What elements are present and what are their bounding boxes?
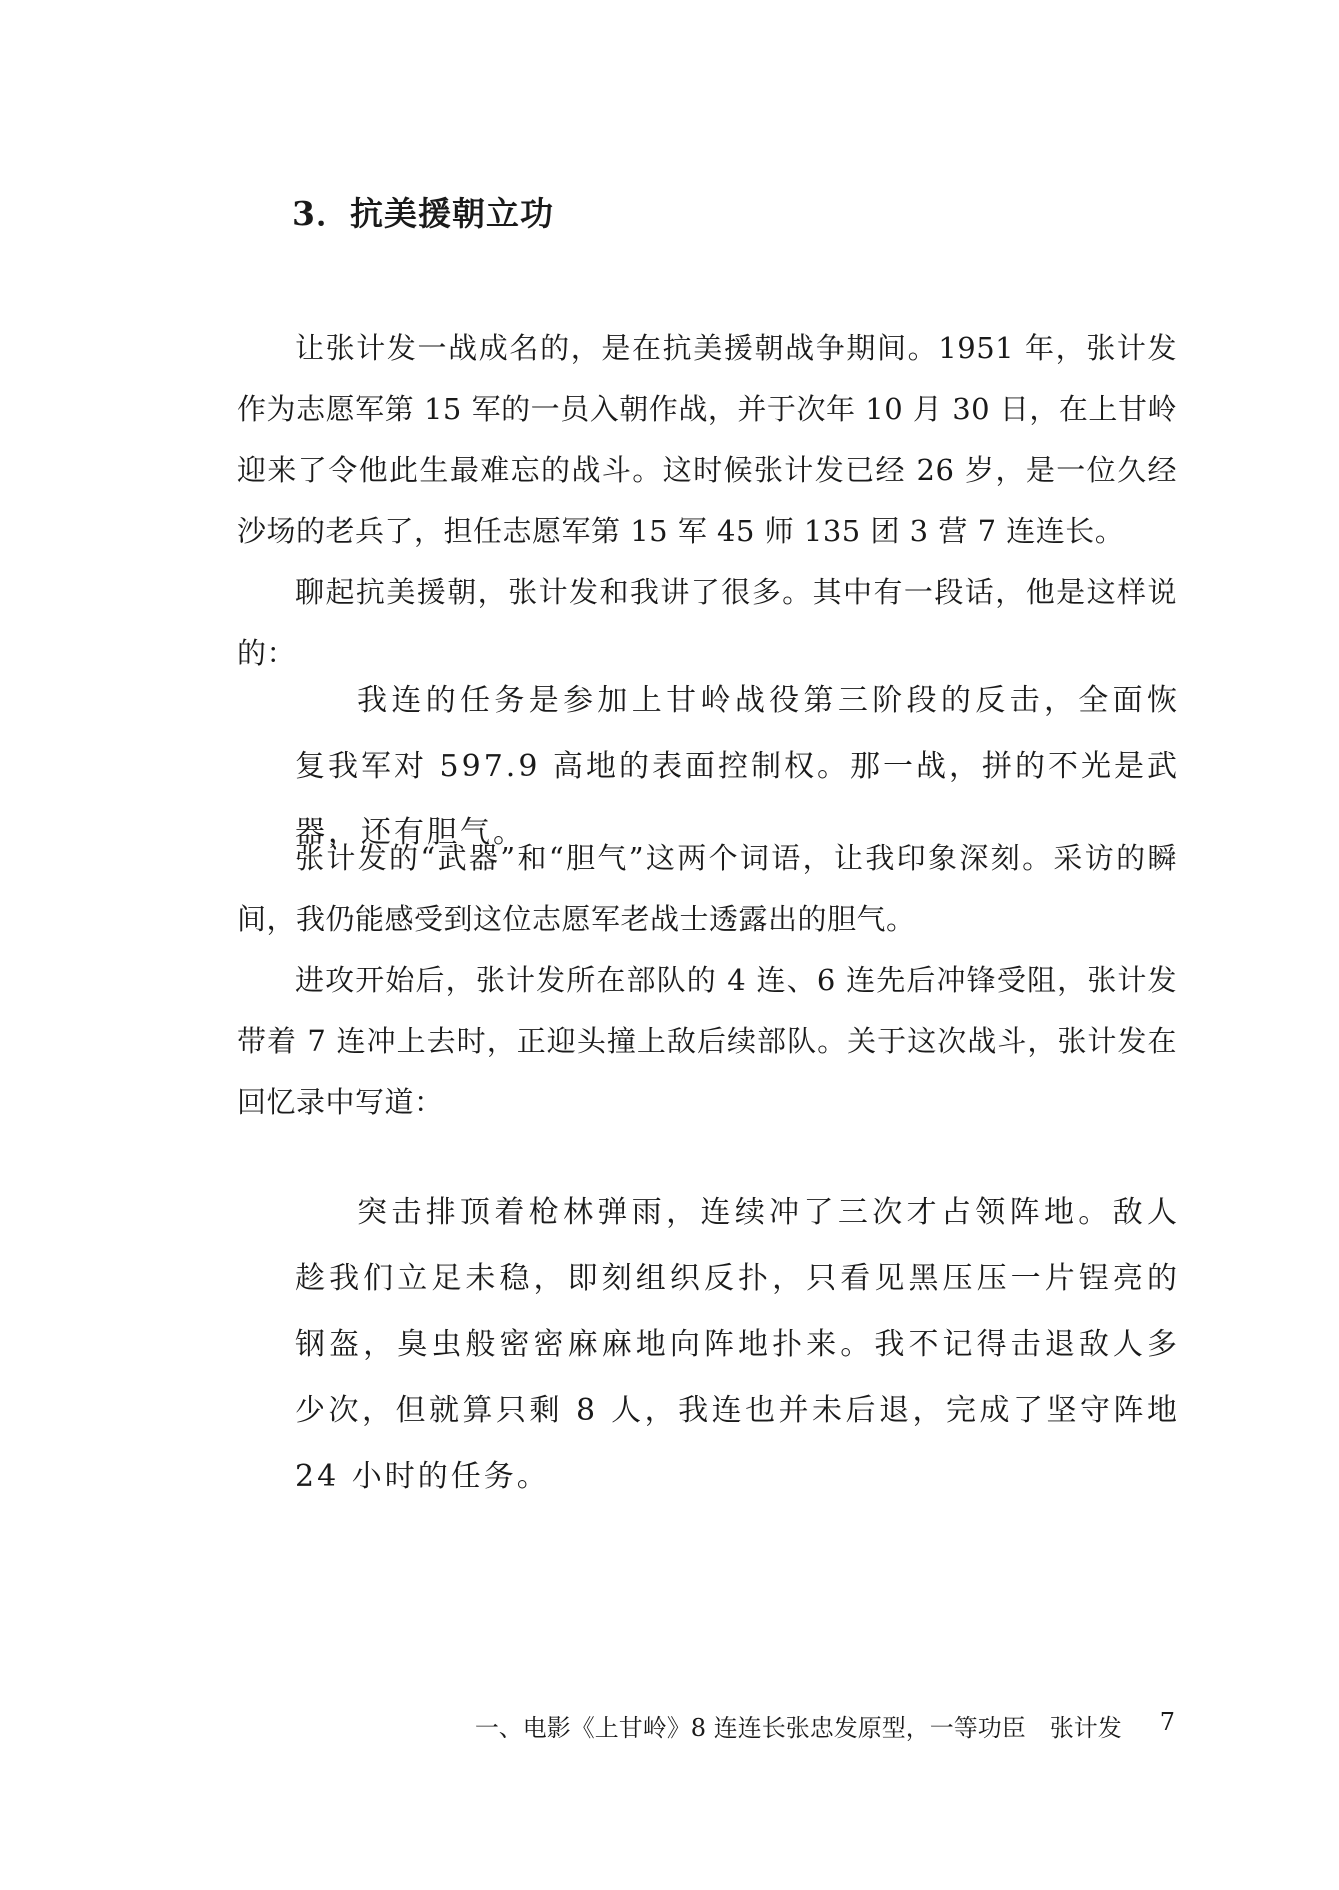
quote-block-2: 突击排顶着枪林弹雨，连续冲了三次才占领阵地。敌人趁我们立足未稳，即刻组织反扑，只看见黑压压一片锃亮的钢盔，臭虫般密密麻麻地向阵地扑来。我不记得击退敌人多少次，但就算只剩 8 人，我连也并未后退，完成了坚守阵地 24 小时的任务。 bbox=[295, 1195, 1180, 1494]
quote-block-1: 我连的任务是参加上甘岭战役第三阶段的反击，全面恢复我军对 597.9 高地的表面控制权。那一战，拼的不光是武器，还有胆气。 bbox=[295, 683, 1180, 850]
paragraph-2: 聊起抗美援朝，张计发和我讲了很多。其中有一段话，他是这样说的： bbox=[237, 575, 1177, 670]
running-title: 一、电影《上甘岭》8 连连长张忠发原型，一等功臣 张计发 bbox=[474, 1714, 1122, 1742]
paragraph-4: 进攻开始后，张计发所在部队的 4 连、6 连先后冲锋受阻，张计发带着 7 连冲上去时，正迎头撞上敌后续部队。关于这次战斗，张计发在回忆录中写道： bbox=[237, 963, 1177, 1119]
page-footer bbox=[474, 1708, 1175, 1743]
paragraph-3: 张计发的“武器”和“胆气”这两个词语，让我印象深刻。采访的瞬间，我仍能感受到这位志愿军老战士透露出的胆气。 bbox=[237, 841, 1177, 936]
paragraph-1: 让张计发一战成名的，是在抗美援朝战争期间。1951 年，张计发作为志愿军第 15 军的一员入朝作战，并于次年 10 月 30 日，在上甘岭迎来了令他此生最难忘的战斗。这时候张计发已经 26 岁，是一位久经沙场的老兵了，担任志愿军第 15 军 45 师 135 团 3 营 7 连连长。 bbox=[237, 331, 1177, 548]
section-heading: 3．抗美援朝立功 bbox=[292, 194, 554, 233]
page-number: 7 bbox=[1159, 1708, 1175, 1736]
